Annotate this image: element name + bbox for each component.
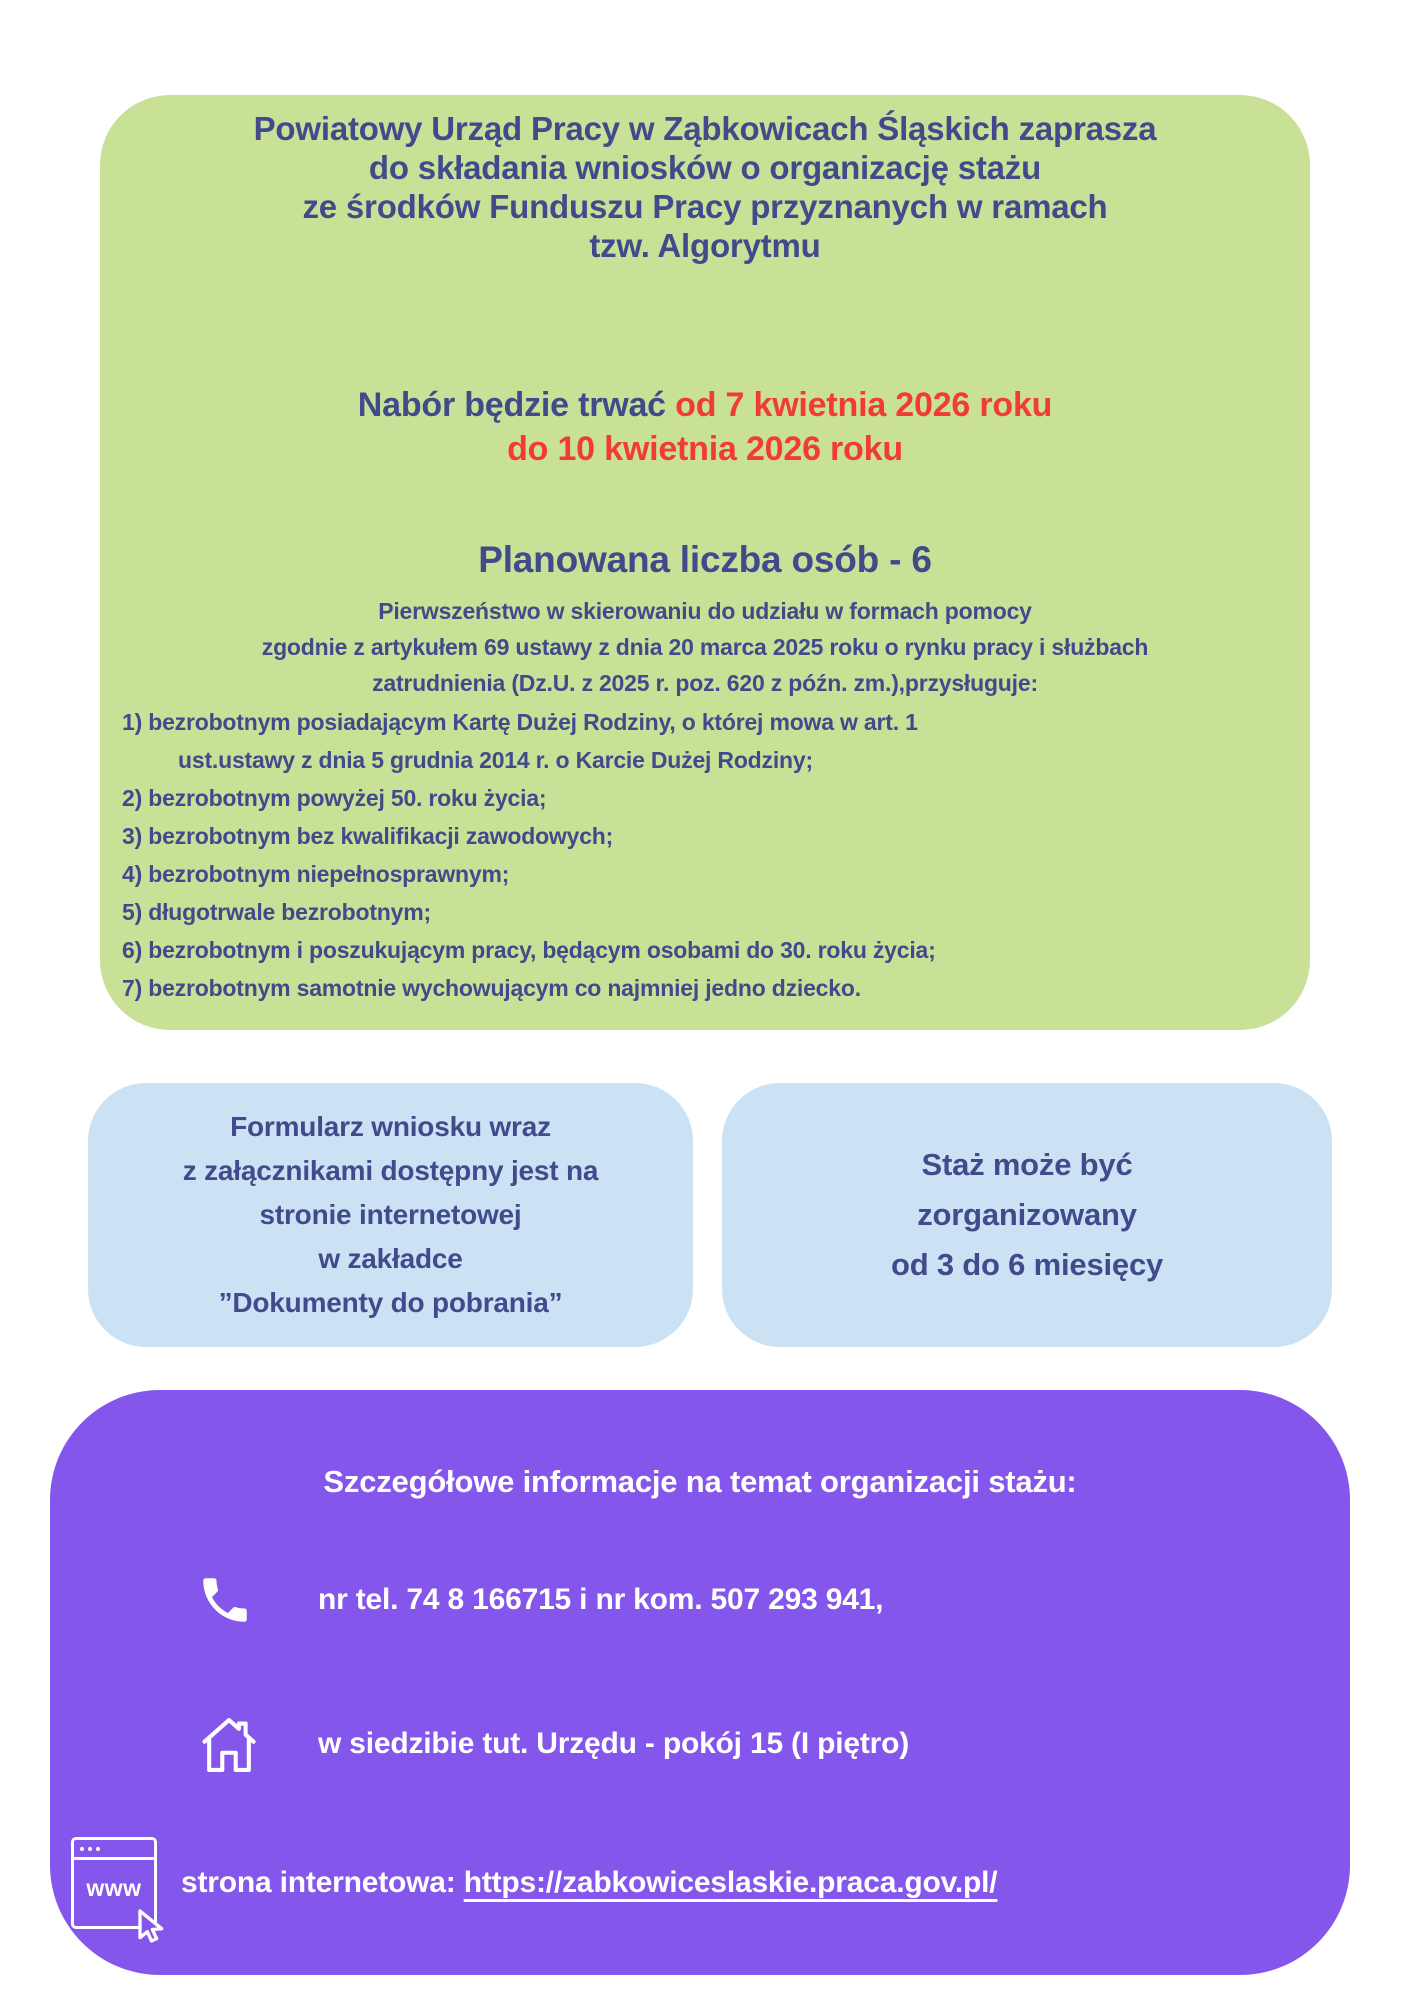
website-link[interactable]: https://zabkowiceslaskie.praca.gov.pl/ <box>463 1866 998 1899</box>
browser-window-shape <box>71 1837 157 1929</box>
priority-list-line: 5) długotrwale bezrobotnym; <box>122 899 431 925</box>
planned-count-heading: Planowana liczba osób - 6 <box>478 539 932 580</box>
priority-list-line: 6) bezrobotnym i poszukującym pracy, będącym osobami do 30. roku życia; <box>122 937 936 963</box>
title-line: do składania wniosków o organizację stażu <box>368 149 1042 186</box>
priority-list-item <box>122 779 1310 817</box>
announcement-panel <box>100 95 1310 1030</box>
contact-panel <box>50 1390 1350 1975</box>
title-line: Powiatowy Urząd Pracy w Ząbkowicach Śląskich zaprasza <box>253 110 1157 147</box>
internship-duration-text <box>891 1140 1163 1290</box>
priority-list-item <box>122 817 1310 855</box>
priority-list-item <box>122 969 1310 1007</box>
home-icon <box>194 1709 264 1779</box>
internship-duration-line: zorganizowany <box>917 1197 1137 1232</box>
recruitment-start-date: od 7 kwietnia 2026 roku <box>675 386 1053 424</box>
contact-heading: Szczegółowe informacje na temat organizacji stażu: <box>323 1464 1077 1499</box>
form-location-text <box>183 1105 599 1325</box>
browser-dot <box>88 1847 92 1851</box>
website-text <box>181 1863 997 1903</box>
title-line: ze środków Funduszu Pracy przyznanych w ramach <box>302 188 1108 225</box>
recruitment-end-date: do 10 kwietnia 2026 roku <box>507 430 903 468</box>
recruitment-prefix: Nabór będzie trwać <box>357 386 676 424</box>
priority-intro-line: Pierwszeństwo w skierowaniu do udziału w formach pomocy <box>378 598 1032 624</box>
recruitment-line-1 <box>100 383 1310 427</box>
address-row <box>50 1703 1350 1785</box>
www-icon-label: www <box>86 1875 142 1901</box>
priority-intro-line: zgodnie z artykułem 69 ustawy z dnia 20 marca 2025 roku o rynku pracy i służbach <box>261 634 1149 660</box>
form-location-line: z załącznikami dostępny jest na <box>182 1155 599 1186</box>
priority-list-line: ust.ustawy z dnia 5 grudnia 2014 r. o Karcie Dużej Rodziny; <box>178 747 813 773</box>
browser-dot <box>96 1847 100 1851</box>
website-label: strona internetowa: <box>181 1866 464 1899</box>
office-address: w siedzibie tut. Urzędu - pokój 15 (I piętro) <box>318 1727 910 1760</box>
priority-list-item <box>122 931 1310 969</box>
phone-icon <box>196 1571 254 1629</box>
internship-duration-line: Staż może być <box>921 1147 1133 1182</box>
browser-dot <box>80 1847 84 1851</box>
priority-list-line: 3) bezrobotnym bez kwalifikacji zawodowych; <box>122 823 614 849</box>
phone-numbers: nr tel. 74 8 166715 i nr kom. 507 293 941, <box>318 1583 884 1616</box>
priority-list-item <box>122 855 1310 893</box>
priority-list-line: 2) bezrobotnym powyżej 50. roku życia; <box>122 785 547 811</box>
priority-intro-line: zatrudnienia (Dz.U. z 2025 r. poz. 620 z późn. zm.),przysługuje: <box>372 670 1038 696</box>
phone-row <box>50 1560 1350 1640</box>
page-title <box>100 95 1310 265</box>
browser-titlebar <box>74 1840 154 1860</box>
form-location-line: Formularz wniosku wraz <box>230 1111 551 1142</box>
recruitment-period <box>100 383 1310 471</box>
internship-duration-card <box>722 1083 1332 1347</box>
form-location-line: ”Dokumenty do pobrania” <box>218 1287 563 1318</box>
form-location-line: w zakładce <box>318 1243 463 1274</box>
priority-list <box>100 703 1310 1007</box>
priority-list-line: 7) bezrobotnym samotnie wychowującym co najmniej jedno dziecko. <box>122 975 861 1001</box>
priority-list-item <box>122 703 1310 779</box>
www-browser-icon <box>68 1835 160 1931</box>
internship-duration-line: od 3 do 6 miesięcy <box>890 1247 1164 1282</box>
priority-list-line: 1) bezrobotnym posiadającym Kartę Dużej Rodziny, o której mowa w art. 1 <box>122 709 918 735</box>
website-row <box>50 1833 1350 1933</box>
priority-list-item <box>122 893 1310 931</box>
form-location-card <box>88 1083 693 1347</box>
priority-intro <box>100 593 1310 701</box>
form-location-line: stronie internetowej <box>259 1199 522 1230</box>
title-line: tzw. Algorytmu <box>589 227 821 264</box>
cursor-icon <box>130 1906 170 1946</box>
priority-list-line: 4) bezrobotnym niepełnosprawnym; <box>122 861 510 887</box>
